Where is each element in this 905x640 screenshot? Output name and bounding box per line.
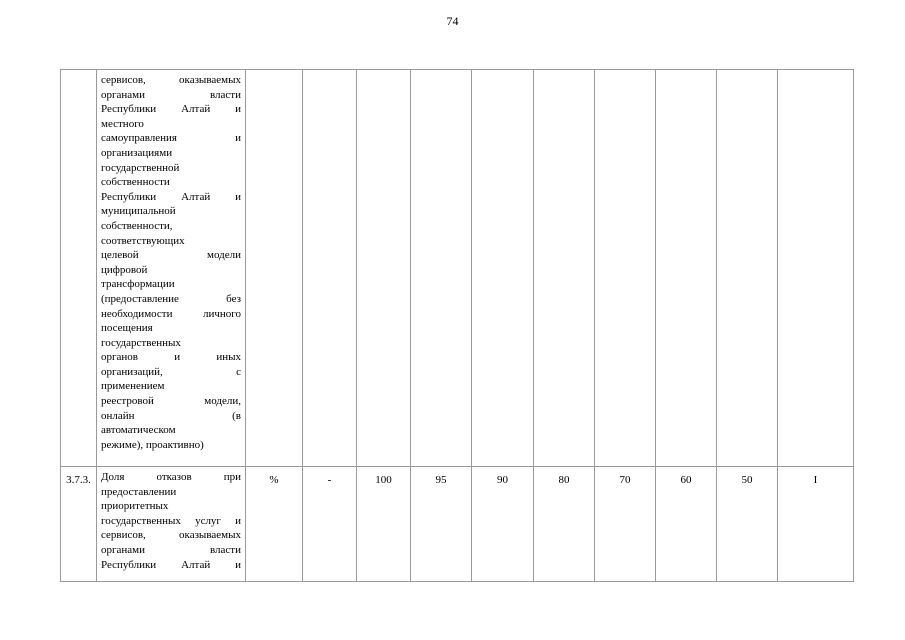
value-cell bbox=[411, 70, 472, 467]
indicator-name bbox=[97, 70, 246, 467]
indicator-name-line: сервисов, оказываемых bbox=[101, 74, 241, 86]
indicator-name-line: органов и иных bbox=[101, 351, 241, 364]
indicator-name-line: государственных bbox=[101, 336, 181, 349]
table-row bbox=[61, 70, 854, 467]
value-cell: 95 bbox=[411, 467, 472, 582]
unit-cell bbox=[246, 70, 303, 467]
indicator-name-line: Доля отказов при bbox=[101, 471, 241, 483]
indicator-name-line: трансформации bbox=[101, 278, 175, 291]
value-cell bbox=[778, 70, 854, 467]
base-value-cell: - bbox=[303, 467, 357, 582]
indicator-name-line: организаций, с bbox=[101, 365, 241, 378]
value-cell bbox=[357, 70, 411, 467]
value-cell bbox=[656, 70, 717, 467]
indicator-name-line: онлайн (в bbox=[101, 409, 241, 422]
indicator-name-line: целевой модели bbox=[101, 249, 241, 262]
value-cell bbox=[717, 70, 778, 467]
indicator-name-line: Республики Алтай и bbox=[101, 103, 241, 116]
indicator-name-line: муниципальной bbox=[101, 205, 176, 218]
indicator-name-line: Республики Алтай и bbox=[101, 558, 241, 571]
row-code: 3.7.3. bbox=[61, 467, 97, 582]
indicator-name-line: соответствующих bbox=[101, 234, 185, 247]
value-cell: 70 bbox=[595, 467, 656, 582]
value-cell bbox=[534, 70, 595, 467]
indicator-name-line: органами власти bbox=[101, 88, 241, 101]
value-cell: 60 bbox=[656, 467, 717, 582]
value-cell: 80 bbox=[534, 467, 595, 582]
indicator-name-line: применением bbox=[101, 380, 165, 393]
indicator-name-line: автоматическом bbox=[101, 424, 176, 437]
indicator-name-line: (предоставление без bbox=[101, 292, 241, 305]
indicator-name-line: организациями bbox=[101, 146, 173, 159]
value-cell: 90 bbox=[472, 467, 534, 582]
indicator-name-line: режиме), проактивно) bbox=[101, 438, 204, 451]
indicator-name-line: местного bbox=[101, 117, 144, 130]
value-cell bbox=[472, 70, 534, 467]
indicator-name-line: необходимости личного bbox=[101, 307, 241, 320]
indicator-name-line: собственности bbox=[101, 176, 170, 189]
row-code bbox=[61, 70, 97, 467]
indicator-name-line: предоставлении bbox=[101, 485, 177, 498]
indicator-name-line: цифровой bbox=[101, 263, 148, 276]
value-cell: 50 bbox=[717, 467, 778, 582]
indicator-name-line: Республики Алтай и bbox=[101, 190, 241, 203]
indicator-name-line: приоритетных bbox=[101, 500, 169, 513]
table-row bbox=[61, 467, 854, 582]
indicator-name-line: посещения bbox=[101, 322, 153, 335]
indicators-table bbox=[60, 69, 854, 582]
indicator-name-line: самоуправления и bbox=[101, 132, 241, 145]
indicator-name-line: органами власти bbox=[101, 543, 241, 556]
page-number: 74 bbox=[446, 14, 459, 28]
unit-cell: % bbox=[246, 467, 303, 582]
indicator-name-line: собственности, bbox=[101, 219, 173, 232]
indicator-name-line: государственной bbox=[101, 161, 180, 174]
base-value-cell bbox=[303, 70, 357, 467]
value-cell bbox=[595, 70, 656, 467]
value-cell: I bbox=[778, 467, 854, 582]
value-cell: 100 bbox=[357, 467, 411, 582]
indicator-name-line: государственных услуг и bbox=[101, 514, 241, 527]
indicator-name bbox=[97, 467, 246, 582]
indicator-name-line: сервисов, оказываемых bbox=[101, 529, 241, 542]
indicator-name-line: реестровой модели, bbox=[101, 395, 241, 408]
